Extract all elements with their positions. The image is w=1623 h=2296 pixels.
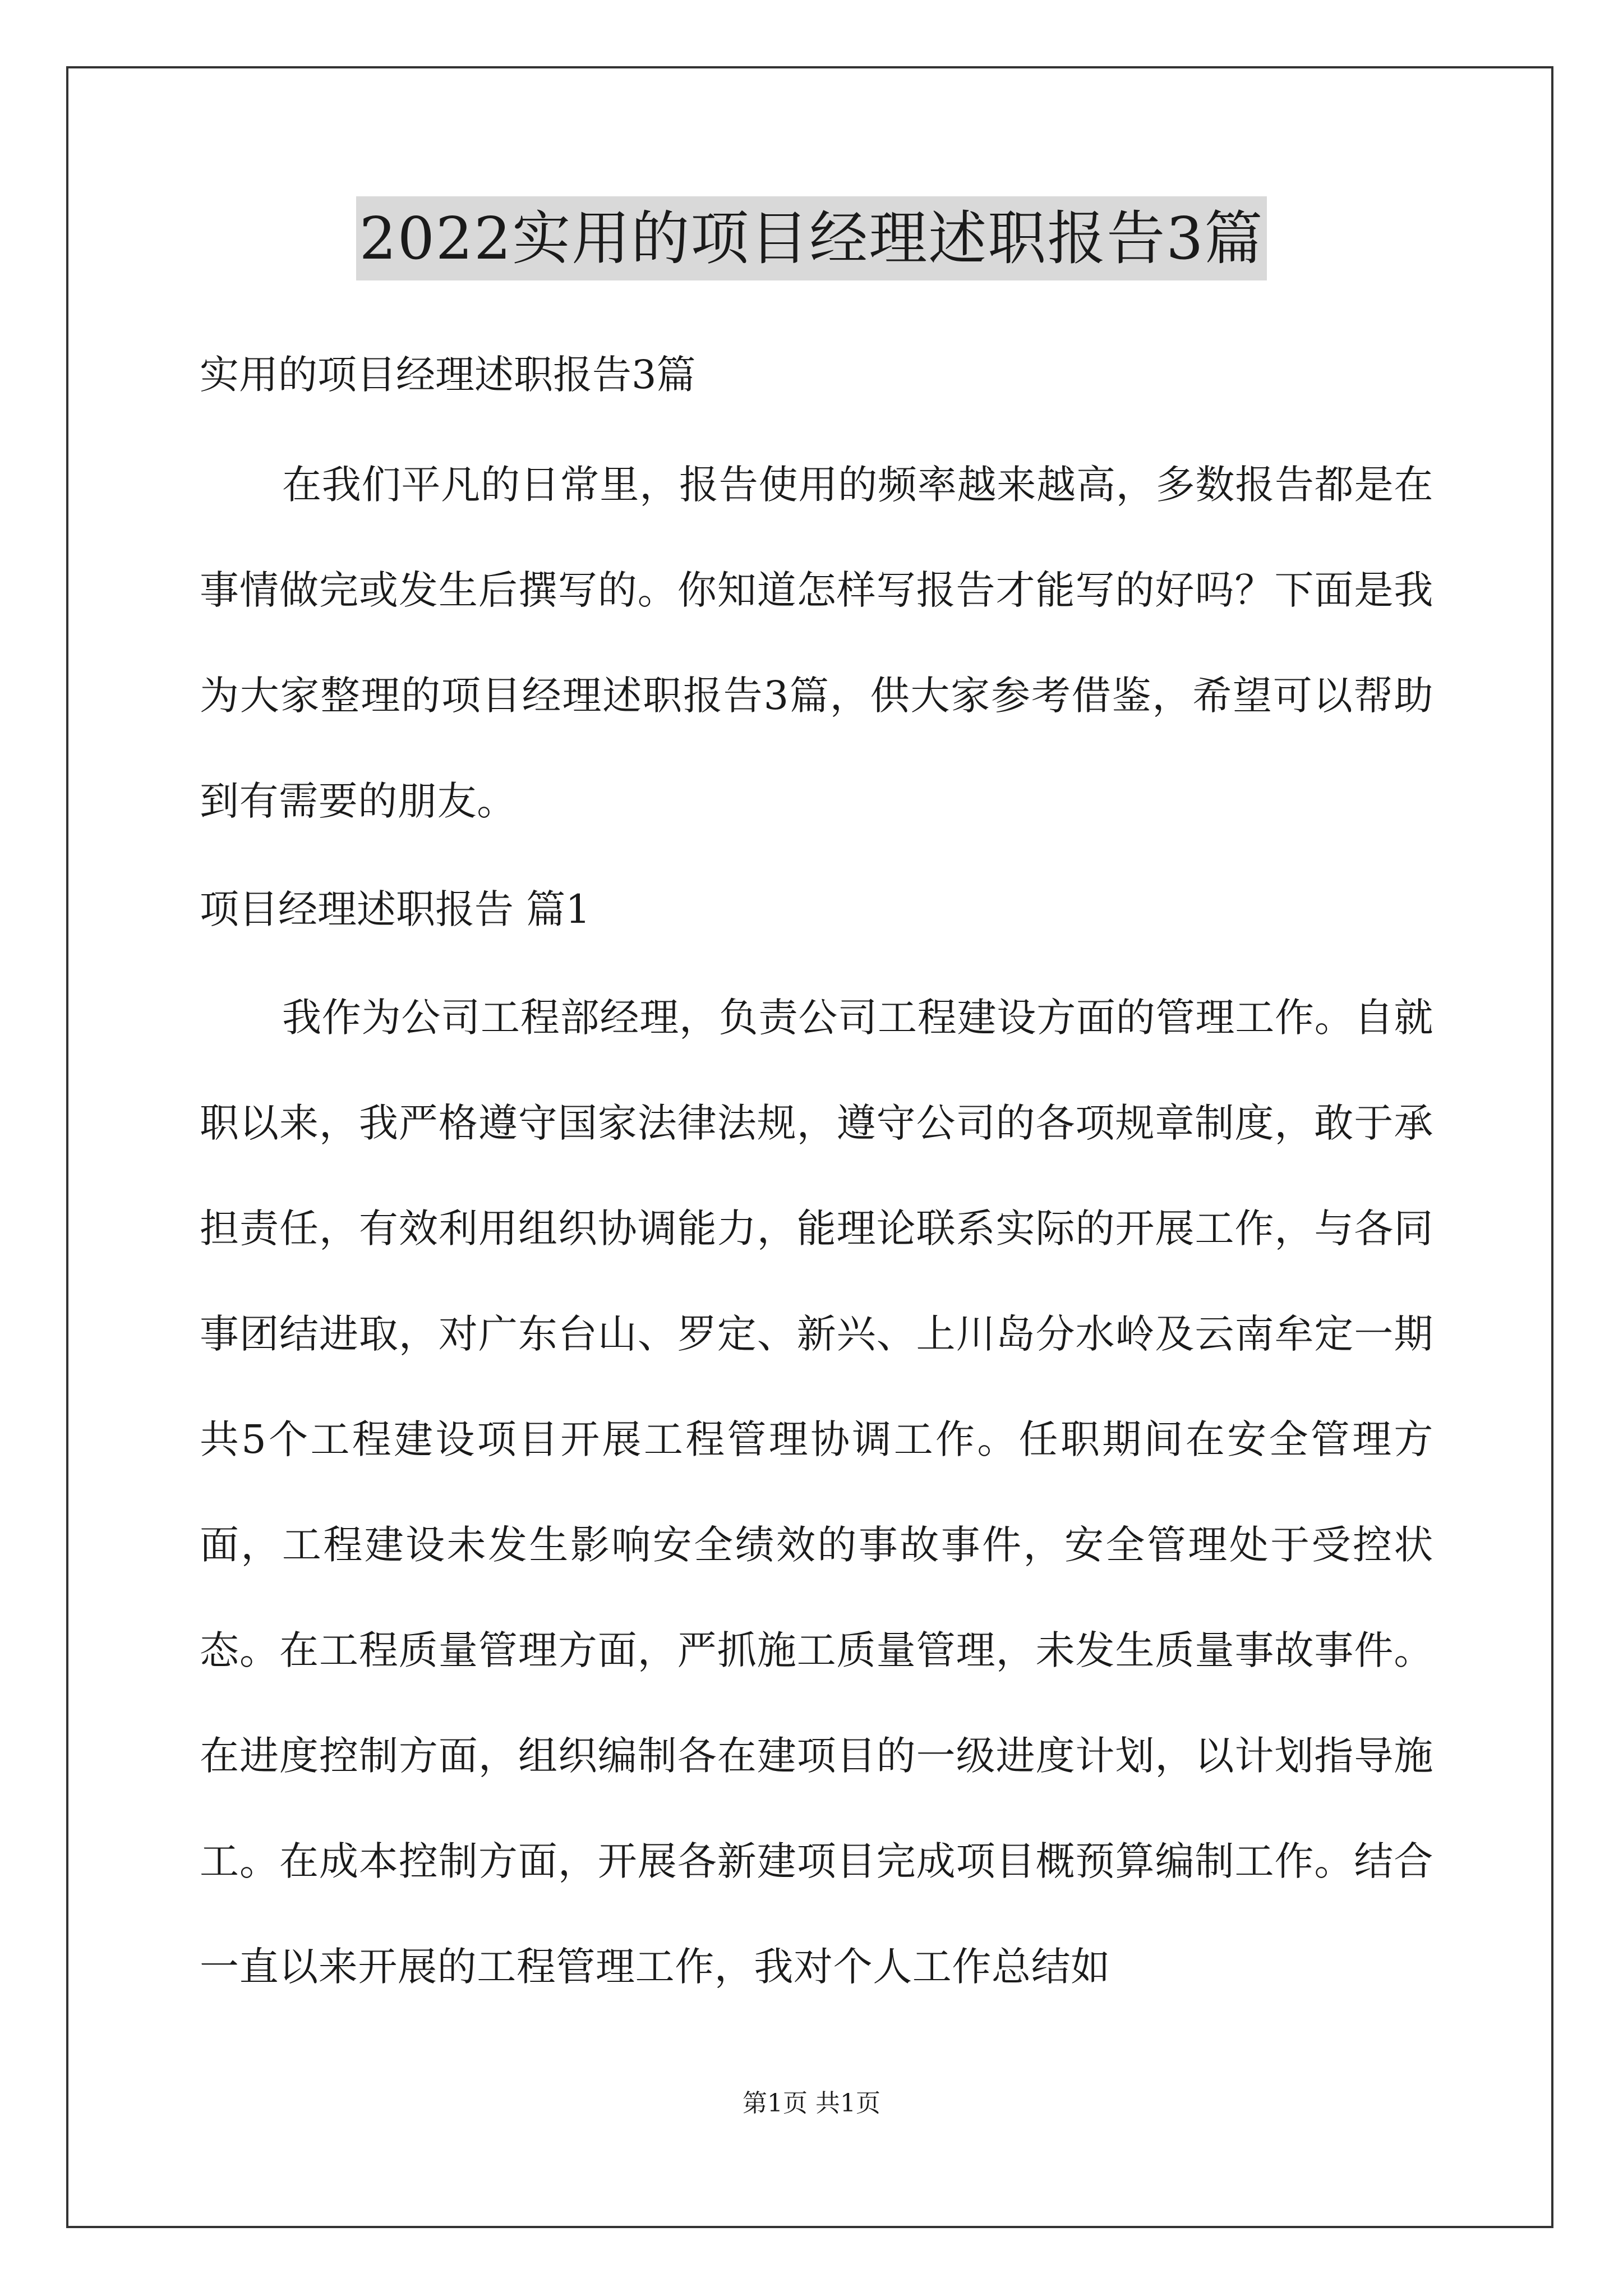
section-heading: 项目经理述职报告 篇1	[200, 886, 591, 932]
document-subtitle: 实用的项目经理述职报告3篇	[200, 352, 696, 398]
section-paragraph: 我作为公司工程部经理，负责公司工程建设方面的管理工作。自就职以来，我严格遵守国家法律法规，遵守公司的各项规章制度，敢于承担责任，有效利用组织协调能力，能理论联系实际的开展工作，与各同事团结进取，对广东台山、罗定、新兴、上川岛分水岭及云南牟定一期共5个工程建设项目开展工程管理协调工作。任职期间在安全管理方面，工程建设未发生影响安全绩效的事故事件，安全管理处于受控状态。在工程质量管理方面，严抓施工质量管理，未发生质量事故事件。在进度控制方面，组织编制各在建项目的一级进度计划，以计划指导施工。在成本控制方面，开展各新建项目完成项目概预算编制工作。结合一直以来开展的工程管理工作，我对个人工作总结如	[200, 995, 1433, 1990]
intro-paragraph: 在我们平凡的日常里，报告使用的频率越来越高，多数报告都是在事情做完或发生后撰写的。你知道怎样写报告才能写的好吗？下面是我为大家整理的项目经理述职报告3篇，供大家参考借鉴，希望可以帮助到有需要的朋友。	[200, 462, 1433, 824]
title-container	[0, 196, 1623, 280]
page-footer: 第1页 共1页	[743, 2089, 880, 2118]
document-title: 2022实用的项目经理述职报告3篇	[356, 196, 1267, 280]
